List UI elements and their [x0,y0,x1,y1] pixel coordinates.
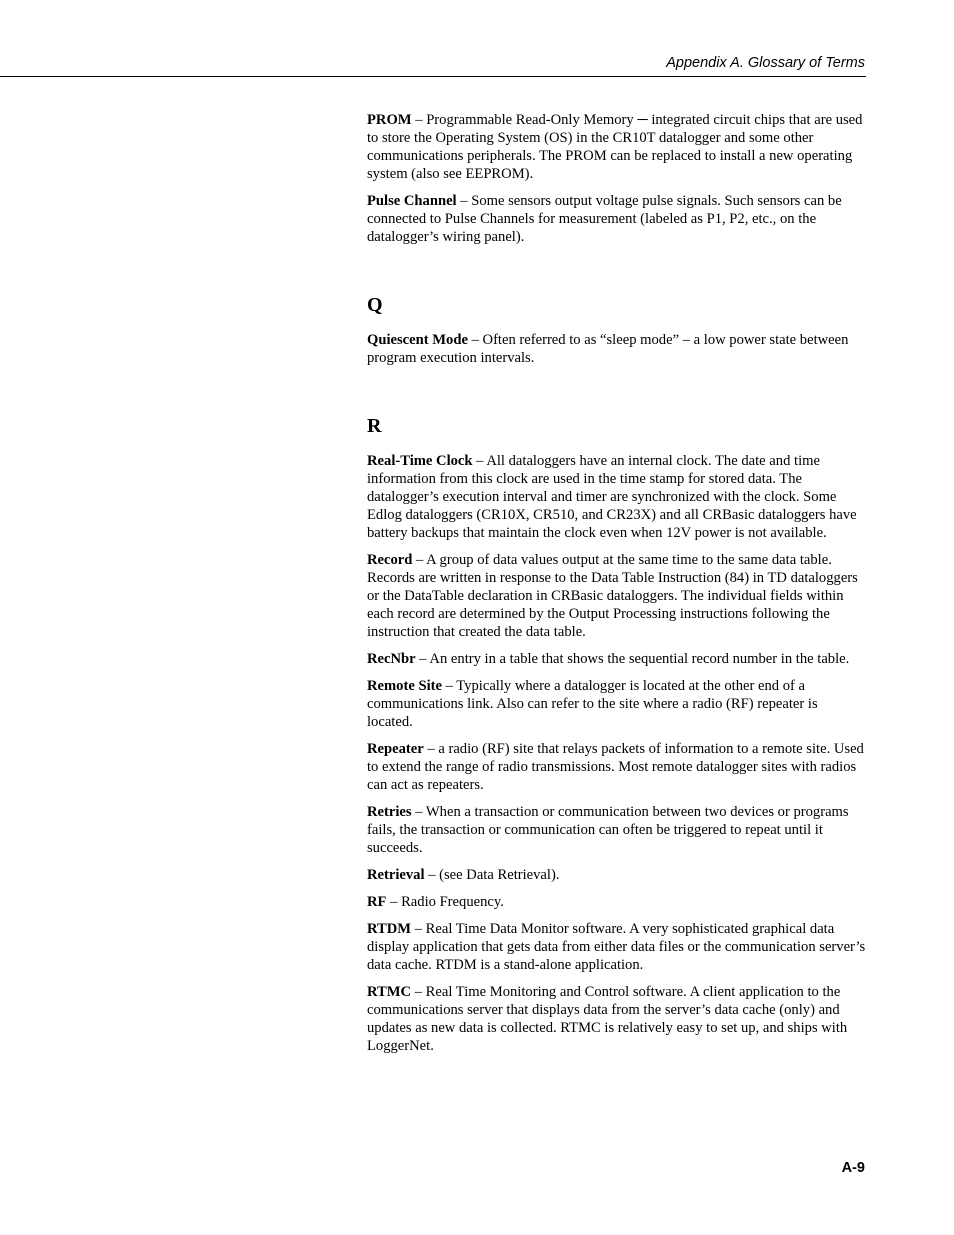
glossary-definition: – Real Time Data Monitor software. A very sophisticated graphical data display application that gets data from either data files or the communication server’s data cache. RTDM is a stand-alone application. [367,921,866,973]
glossary-definition: – A group of data values output at the same time to the same data table. Records are written in response to the Data Table Instruction (84) in TD dataloggers or the DataTable declaration in CRBasic dataloggers. The individual fields within each record are determined by the Output Processing instructions following the instruction that created the data table. [367,552,858,640]
glossary-definition: – Often referred to as “sleep mode” – a low power state between program execution intervals. [367,332,849,366]
section-letter-q: Q [367,294,383,316]
glossary-entry-record [367,551,867,641]
glossary-entry-quiescent-mode [367,331,867,367]
glossary-definition: – Programmable Read-Only Memory ─ integrated circuit chips that are used to store the Operating System (OS) in the CR10T datalogger and some other communications peripherals. The PROM can be replaced to install a new operating system (also see EEPROM). [367,112,863,182]
header-divider [0,76,866,77]
glossary-entry-prom [367,111,867,183]
glossary-entry-real-time-clock [367,452,867,542]
glossary-entry-recnbr [367,650,867,668]
glossary-entry-retrieval [367,866,867,884]
glossary-term: Retries [367,804,412,820]
glossary-definition: – An entry in a table that shows the sequential record number in the table. [415,651,850,667]
glossary-definition: – (see Data Retrieval). [424,867,560,883]
glossary-term: RecNbr [367,651,416,667]
glossary-entry-remote-site [367,677,867,731]
glossary-entry-rtmc [367,983,867,1055]
glossary-term: RTDM [367,921,412,937]
glossary-term: Pulse Channel [367,193,457,209]
glossary-term: Repeater [367,741,424,757]
section-letter-r: R [367,415,382,437]
glossary-term: RTMC [367,984,412,1000]
glossary-term: Retrieval [367,867,425,883]
glossary-definition: – All dataloggers have an internal clock. The date and time information from this clock are used in the time stamp for stored data. The datalogger’s execution interval and timer are synchronized with the clock. Some Edlog dataloggers (CR10X, CR510, and CR23X) and all CRBasic dataloggers have battery backups that maintain the clock even when 12V power is not available. [367,453,857,541]
entries-q [367,331,867,367]
glossary-definition: – Real Time Monitoring and Control software. A client application to the communications server that displays data from the server’s data cache (only) and updates as new data is collected. RTMC is relatively easy to set up, and ships with LoggerNet. [367,984,848,1054]
glossary-term: Record [367,552,413,568]
page-number: A-9 [841,1160,865,1176]
glossary-entry-pulse-channel [367,192,867,246]
glossary-definition: – Some sensors output voltage pulse signals. Such sensors can be connected to Pulse Channels for measurement (labeled as P1, P2, etc., on the datalogger’s wiring panel). [367,193,842,245]
glossary-term: Remote Site [367,678,442,694]
glossary-definition: – When a transaction or communication between two devices or programs fails, the transaction or communication can often be triggered to repeat until it succeeds. [367,804,849,856]
glossary-entry-repeater [367,740,867,794]
glossary-term: RF [367,894,387,910]
glossary-content [367,111,867,1064]
glossary-definition: – Typically where a datalogger is located at the other end of a communications link. Also can refer to the site where a radio (RF) repeater is located. [367,678,818,730]
page-header-title: Appendix A. Glossary of Terms [666,55,865,71]
entries-r [367,452,867,1055]
glossary-entry-rtdm [367,920,867,974]
glossary-definition: – a radio (RF) site that relays packets of information to a remote site. Used to extend the range of radio transmissions. Most remote datalogger sites with radios can act as repeaters. [367,741,864,793]
glossary-definition: – Radio Frequency. [386,894,504,910]
glossary-term: Real-Time Clock [367,453,473,469]
glossary-term: PROM [367,112,412,128]
entries-p [367,111,867,246]
glossary-entry-retries [367,803,867,857]
glossary-entry-rf [367,893,867,911]
glossary-term: Quiescent Mode [367,332,468,348]
